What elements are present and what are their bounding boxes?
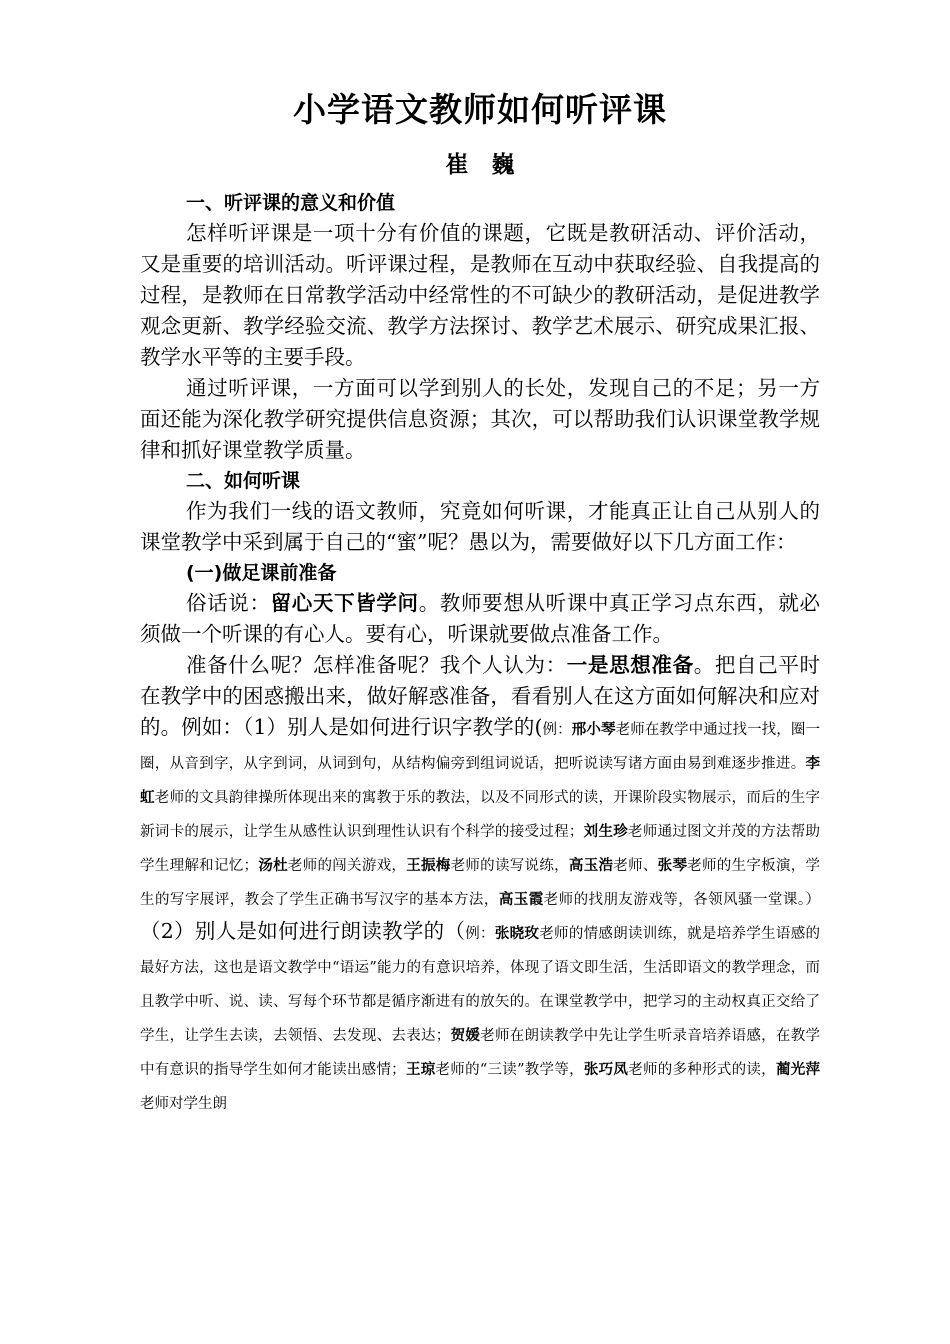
teacher-name: 高玉霞: [498, 892, 544, 908]
text-run: 老师的情感朗读训练，就是培养学生语感的最好方法，这也是语文教学中“语运”能力的有意识培养，体现了语文即生活，生活即语文的教学理念，而且教学中听、说、读、写每个环节都是循序渐进有的放矢的。在课堂教学中，把学习的主动权真正交给了学生，让学生去读，去领悟、去发现、去表达；: [140, 926, 821, 1044]
document-title: 小学语文教师如何听评课: [293, 90, 667, 129]
example-note-1: [140, 722, 820, 908]
section-heading-1: 一、听评课的意义和价值: [186, 192, 396, 214]
text-run: 。把自己平时在教学中的困惑搬出来，做好解惑准备，看看别人在这方面如何解决和应对的。例如：（1）别人是如何进行识字教学的(: [140, 653, 821, 739]
teacher-name: 邢小琴: [571, 722, 616, 738]
text-run: 老师的读写说练，: [450, 858, 569, 874]
teacher-name: 高玉浩: [568, 858, 614, 874]
paragraph: 通过听评课，一方面可以学到别人的长处，发现自己的不足；另一方面还能为深化教学研究提供信息资源；其次，可以帮助我们认识课堂教学规律和抓好课堂教学质量。: [140, 376, 820, 462]
teacher-name: 张琴: [657, 858, 688, 874]
text-run: 。教师要想从听课中真正学习点东西，就必须做一个听课的有心人。要有心，听课就要做点准备工作。: [140, 591, 821, 646]
text-run: 老师的闯关游戏，: [287, 858, 407, 874]
teacher-name: 刘生珍: [583, 824, 629, 840]
text-run: （2）别人是如何进行朗读教学的（: [140, 919, 466, 943]
subsection-heading: (一)做足课前准备: [186, 562, 337, 584]
teacher-name: 王振梅: [406, 858, 451, 874]
paragraph: [140, 588, 820, 650]
text-run: 例：: [465, 926, 495, 942]
text-run: 老师通过图文并茂的方法帮助学生理解和记忆；: [140, 824, 820, 874]
document-page: [140, 80, 820, 1120]
text-run: 老师在朗读教学中先让学生听录音培养语感，在教学中有意识的指导学生如何才能读出感情；: [140, 1028, 821, 1078]
author-name: 崔 巍: [445, 152, 515, 178]
text-run: 老师对学生朗: [140, 1096, 227, 1112]
text-run: 老师的生字板演，学生的写字展评，教会了学生正确书写汉字的基本方法，: [140, 858, 821, 908]
teacher-name: 张巧凤: [583, 1062, 629, 1078]
teacher-name: 蔺光萍: [775, 1062, 821, 1078]
text-run: 老师的“三读”教学等，: [435, 1062, 584, 1078]
section-heading-2: 二、如何听课: [186, 470, 301, 492]
teacher-name: 王琼: [405, 1062, 436, 1078]
text-run: 准备什么呢？怎样准备呢？我个人认为：: [186, 653, 567, 677]
paragraph-with-examples: [140, 650, 820, 1120]
text-run: 老师的找朋友游戏等，各领风骚一堂课。）: [543, 892, 821, 908]
teacher-name: 汤杜: [258, 858, 288, 874]
text-run: 俗话说：: [186, 591, 271, 615]
text-run: 例：: [542, 722, 572, 738]
paragraph: 怎样听评课是一项十分有价值的课题，它既是教研活动、评价活动，又是重要的培训活动。听评课过程，是教师在互动中获取经验、自我提高的过程，是教师在日常教学活动中经常性的不可缺少的教研活动，是促进教学观念更新、教学经验交流、教学方法探讨、教学艺术展示、研究成果汇报、教学水平等的主要手段。: [140, 221, 820, 369]
teacher-name: 张晓玫: [494, 926, 540, 942]
teacher-name: 贺媛: [450, 1028, 481, 1044]
emphasis-text: 留心天下皆学问: [270, 591, 419, 615]
text-run: 老师、: [613, 858, 658, 874]
teacher-name: 李虹: [140, 756, 820, 806]
paragraph: 作为我们一线的语文教师，究竟如何听课，才能真正让自己从别人的课堂教学中采到属于自己的“蜜”呢？愚以为，需要做好以下几方面工作：: [140, 499, 820, 554]
text-run: 老师的文具韵律操所体现出来的寓教于乐的教法，以及不同形式的读，开课阶段实物展示，而后的生字新词卡的展示，让学生从感性认识到理性认识有个科学的接受过程；: [140, 790, 821, 840]
text-run: 老师的多种形式的读，: [628, 1062, 776, 1078]
example-note-2: [140, 926, 820, 1112]
text-run: 老师在教学中通过找一找，圈一圈，从音到字，从字到词，从词到句，从结构偏旁到组词说话，把听说读写诸方面由易到难逐步推进。: [140, 722, 821, 772]
emphasis-text: 一是思想准备: [566, 653, 694, 677]
